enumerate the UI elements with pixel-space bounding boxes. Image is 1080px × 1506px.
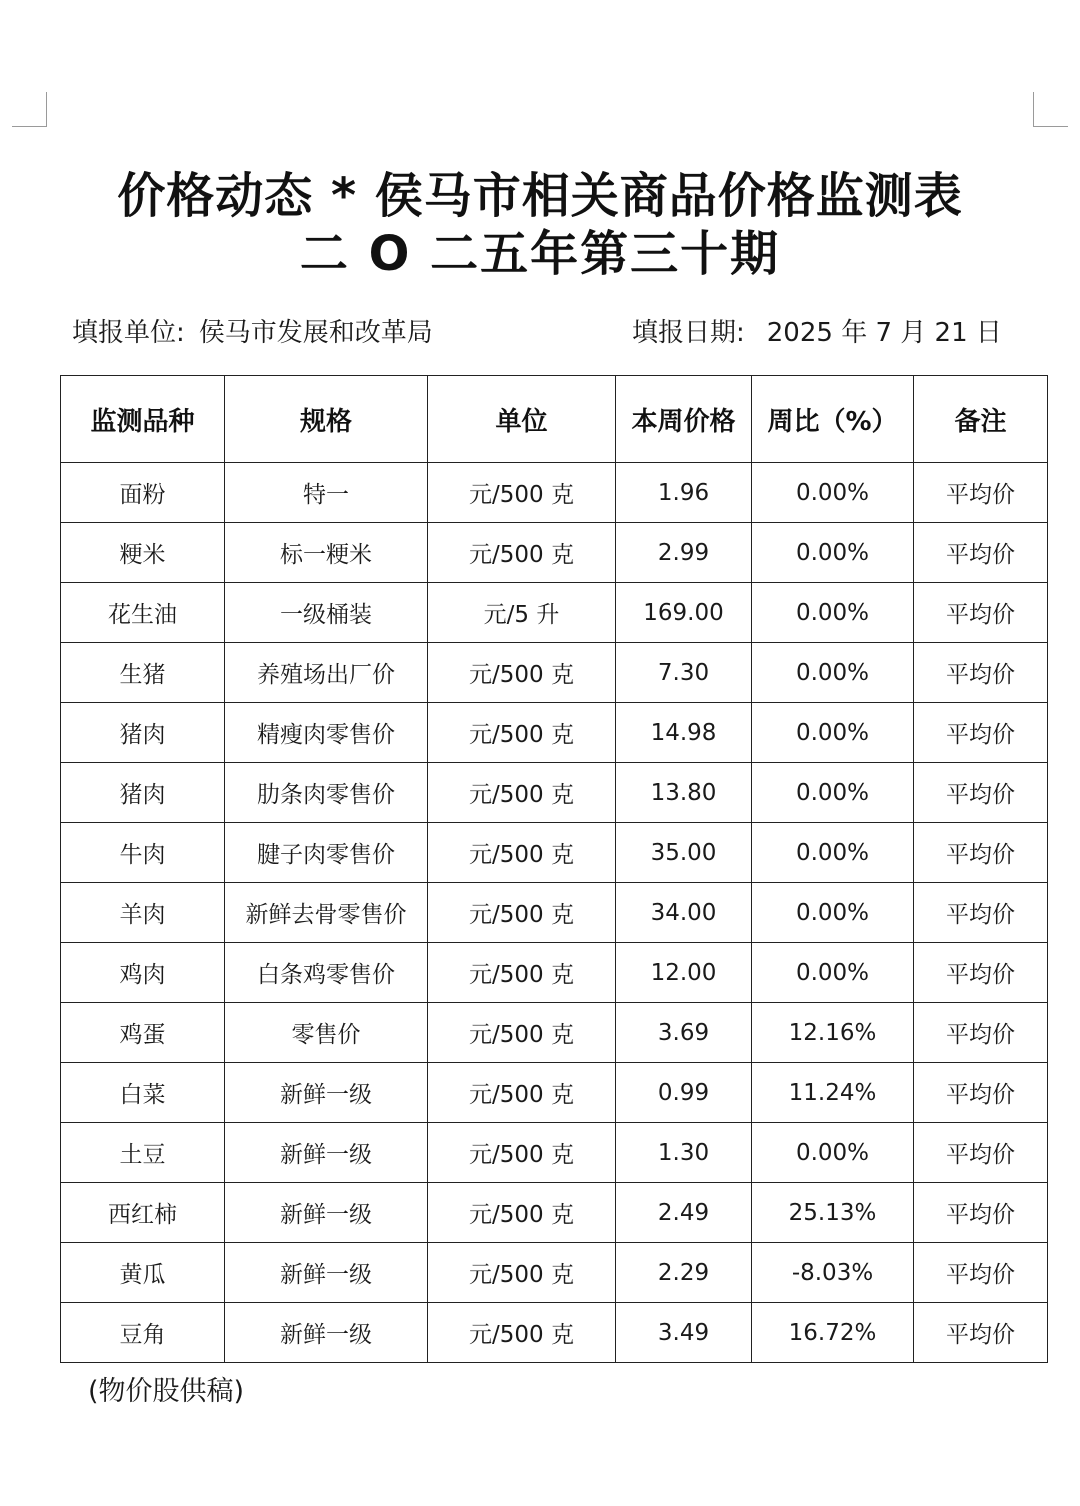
cell-price: 12.00 — [616, 943, 752, 1003]
cell-item: 豆角 — [61, 1303, 225, 1363]
cell-price: 7.30 — [616, 643, 752, 703]
cell-spec: 新鲜一级 — [225, 1123, 428, 1183]
cell-spec: 新鲜去骨零售价 — [225, 883, 428, 943]
cell-note: 平均价 — [914, 703, 1048, 763]
document-issue: 二 O 二五年第三十期 — [299, 226, 781, 282]
cell-spec: 肋条肉零售价 — [225, 763, 428, 823]
cell-price: 14.98 — [616, 703, 752, 763]
document-title: 价格动态 * 侯马市相关商品价格监测表 — [117, 168, 963, 224]
cell-note: 平均价 — [914, 943, 1048, 1003]
header-cell: 备注 — [914, 376, 1048, 463]
header-cell: 本周价格 — [616, 376, 752, 463]
table-row — [61, 1063, 1048, 1123]
cell-spec: 新鲜一级 — [225, 1183, 428, 1243]
cell-item: 猪肉 — [61, 703, 225, 763]
cell-spec: 腱子肉零售价 — [225, 823, 428, 883]
cell-unit: 元/500 克 — [428, 1303, 616, 1363]
cell-price: 2.99 — [616, 523, 752, 583]
footer-note: (物价股供稿) — [88, 1376, 245, 1407]
cell-item: 生猪 — [61, 643, 225, 703]
table-row — [61, 823, 1048, 883]
table-header-row — [61, 376, 1048, 463]
cell-price: 34.00 — [616, 883, 752, 943]
cell-weekly-change: 0.00% — [752, 1123, 914, 1183]
table-row — [61, 583, 1048, 643]
report-unit-label: 填报单位: — [72, 318, 185, 348]
cell-item: 土豆 — [61, 1123, 225, 1183]
cell-note: 平均价 — [914, 763, 1048, 823]
cell-unit: 元/500 克 — [428, 463, 616, 523]
table-row — [61, 943, 1048, 1003]
header-cell: 规格 — [225, 376, 428, 463]
cell-unit: 元/500 克 — [428, 523, 616, 583]
cell-item: 花生油 — [61, 583, 225, 643]
cell-weekly-change: 0.00% — [752, 883, 914, 943]
cell-unit: 元/500 克 — [428, 943, 616, 1003]
cell-price: 35.00 — [616, 823, 752, 883]
cell-unit: 元/500 克 — [428, 1003, 616, 1063]
table-row — [61, 763, 1048, 823]
cell-unit: 元/500 克 — [428, 643, 616, 703]
table-row — [61, 703, 1048, 763]
cell-item: 羊肉 — [61, 883, 225, 943]
report-date — [632, 313, 1002, 353]
cell-spec: 新鲜一级 — [225, 1243, 428, 1303]
cell-price: 2.49 — [616, 1183, 752, 1243]
cell-note: 平均价 — [914, 523, 1048, 583]
cell-price: 0.99 — [616, 1063, 752, 1123]
cell-note: 平均价 — [914, 583, 1048, 643]
cell-weekly-change: 12.16% — [752, 1003, 914, 1063]
cell-spec: 零售价 — [225, 1003, 428, 1063]
cell-note: 平均价 — [914, 823, 1048, 883]
corner-mark-top-left — [12, 92, 47, 127]
cell-weekly-change: 0.00% — [752, 823, 914, 883]
header-cell: 监测品种 — [61, 376, 225, 463]
cell-spec: 特一 — [225, 463, 428, 523]
cell-item: 西红柿 — [61, 1183, 225, 1243]
cell-note: 平均价 — [914, 883, 1048, 943]
cell-note: 平均价 — [914, 1123, 1048, 1183]
cell-weekly-change: 0.00% — [752, 703, 914, 763]
cell-price: 13.80 — [616, 763, 752, 823]
header-cell: 周比（%） — [752, 376, 914, 463]
cell-item: 粳米 — [61, 523, 225, 583]
table-row — [61, 463, 1048, 523]
cell-weekly-change: 16.72% — [752, 1303, 914, 1363]
cell-unit: 元/500 克 — [428, 823, 616, 883]
report-unit-value: 侯马市发展和改革局 — [198, 318, 433, 348]
table-row — [61, 1183, 1048, 1243]
table-row — [61, 1243, 1048, 1303]
cell-spec: 一级桶装 — [225, 583, 428, 643]
cell-item: 牛肉 — [61, 823, 225, 883]
cell-note: 平均价 — [914, 1183, 1048, 1243]
cell-weekly-change: -8.03% — [752, 1243, 914, 1303]
cell-item: 猪肉 — [61, 763, 225, 823]
cell-unit: 元/500 克 — [428, 1123, 616, 1183]
cell-spec: 新鲜一级 — [225, 1303, 428, 1363]
cell-note: 平均价 — [914, 1003, 1048, 1063]
cell-item: 面粉 — [61, 463, 225, 523]
cell-spec: 白条鸡零售价 — [225, 943, 428, 1003]
cell-price: 1.30 — [616, 1123, 752, 1183]
table-row — [61, 643, 1048, 703]
cell-note: 平均价 — [914, 1243, 1048, 1303]
cell-item: 白菜 — [61, 1063, 225, 1123]
cell-price: 1.96 — [616, 463, 752, 523]
cell-spec: 养殖场出厂价 — [225, 643, 428, 703]
cell-weekly-change: 0.00% — [752, 643, 914, 703]
cell-spec: 标一粳米 — [225, 523, 428, 583]
cell-unit: 元/500 克 — [428, 763, 616, 823]
cell-weekly-change: 0.00% — [752, 463, 914, 523]
price-table — [60, 375, 1048, 1363]
table-row — [61, 1303, 1048, 1363]
table-row — [61, 1123, 1048, 1183]
cell-weekly-change: 0.00% — [752, 943, 914, 1003]
cell-spec: 精瘦肉零售价 — [225, 703, 428, 763]
cell-weekly-change: 25.13% — [752, 1183, 914, 1243]
cell-price: 169.00 — [616, 583, 752, 643]
table-row — [61, 883, 1048, 943]
table-row — [61, 523, 1048, 583]
cell-weekly-change: 0.00% — [752, 523, 914, 583]
cell-price: 3.49 — [616, 1303, 752, 1363]
cell-item: 鸡肉 — [61, 943, 225, 1003]
cell-note: 平均价 — [914, 463, 1048, 523]
report-date-label: 填报日期: — [632, 318, 745, 348]
report-unit — [72, 313, 433, 353]
cell-weekly-change: 0.00% — [752, 583, 914, 643]
cell-unit: 元/500 克 — [428, 1243, 616, 1303]
cell-note: 平均价 — [914, 1303, 1048, 1363]
cell-price: 2.29 — [616, 1243, 752, 1303]
cell-spec: 新鲜一级 — [225, 1063, 428, 1123]
cell-weekly-change: 0.00% — [752, 763, 914, 823]
header-cell: 单位 — [428, 376, 616, 463]
cell-unit: 元/5 升 — [428, 583, 616, 643]
cell-unit: 元/500 克 — [428, 883, 616, 943]
cell-item: 黄瓜 — [61, 1243, 225, 1303]
corner-mark-top-right — [1033, 92, 1068, 127]
cell-unit: 元/500 克 — [428, 1183, 616, 1243]
report-date-value: 2025 年 7 月 21 日 — [766, 318, 1002, 348]
cell-weekly-change: 11.24% — [752, 1063, 914, 1123]
cell-unit: 元/500 克 — [428, 1063, 616, 1123]
cell-unit: 元/500 克 — [428, 703, 616, 763]
cell-price: 3.69 — [616, 1003, 752, 1063]
cell-item: 鸡蛋 — [61, 1003, 225, 1063]
cell-note: 平均价 — [914, 643, 1048, 703]
cell-note: 平均价 — [914, 1063, 1048, 1123]
table-row — [61, 1003, 1048, 1063]
